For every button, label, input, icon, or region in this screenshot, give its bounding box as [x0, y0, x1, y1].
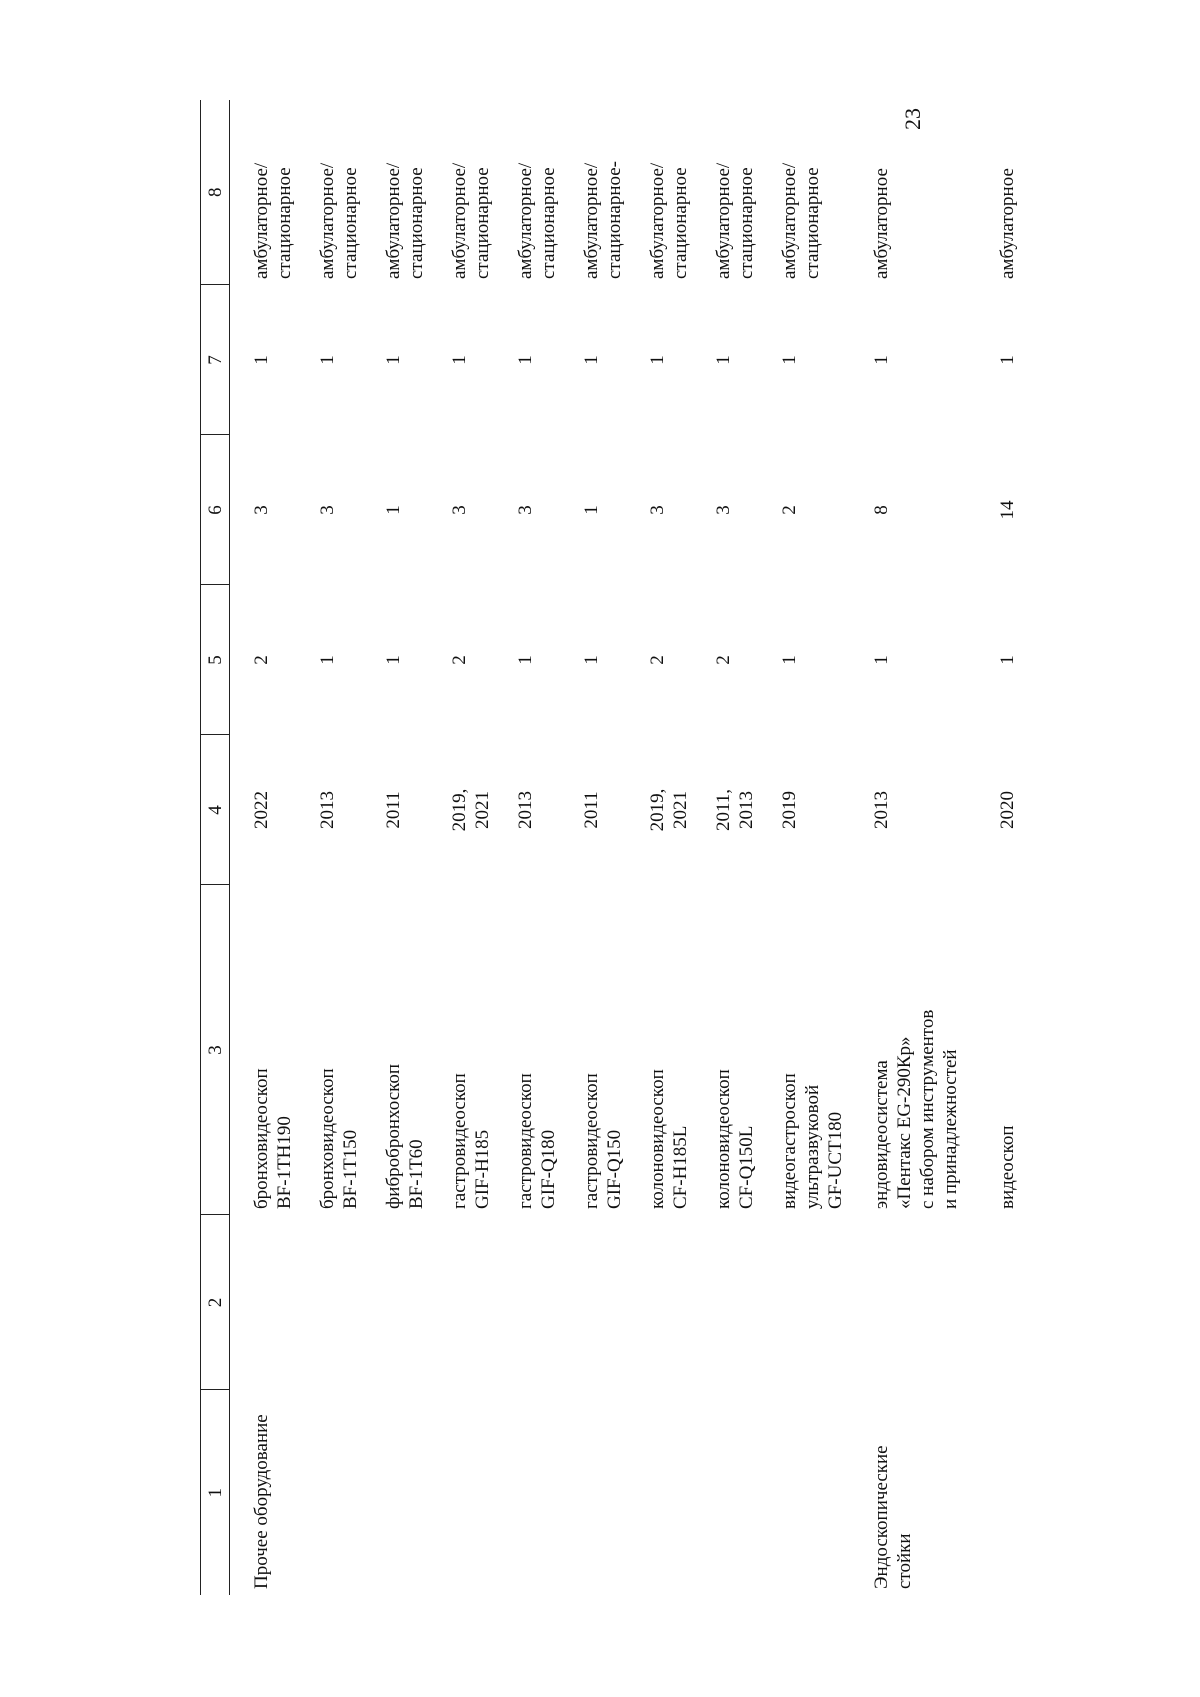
- year-cell-line: 2020: [997, 791, 1018, 829]
- usage-mode-cell-line: стационарное: [802, 167, 823, 279]
- column-5-cell: 1: [383, 655, 404, 665]
- equipment-name-cell-line: CF-H185L: [670, 1125, 691, 1209]
- column-header-2: 2: [201, 1215, 230, 1390]
- usage-mode-cell: [370, 100, 436, 285]
- equipment-name-cell-line: BF-1TH190: [274, 1116, 295, 1209]
- equipment-name-cell-line: эндовидеосистема: [871, 1060, 892, 1209]
- year-cell-line: 2011: [581, 791, 602, 829]
- column-7-cell: 1: [251, 355, 272, 365]
- category-cell: [304, 1390, 370, 1595]
- equipment-name-cell-line: GIF-H185: [472, 1129, 493, 1209]
- year-cell-line: 2021: [670, 791, 691, 829]
- category-cell: [568, 1390, 634, 1595]
- column-header-1: 1: [201, 1390, 230, 1595]
- usage-mode-cell-line: стационарное: [736, 167, 757, 279]
- column-2-cell: [230, 1215, 305, 1390]
- column-2-cell: [502, 1215, 568, 1390]
- column-2-cell: [304, 1215, 370, 1390]
- column-7-cell: 1: [515, 355, 536, 365]
- table-row: [634, 100, 700, 1595]
- usage-mode-cell-line: амбулаторное/: [713, 162, 734, 279]
- column-7-cell: 1: [317, 355, 338, 365]
- table-row: [230, 100, 305, 1595]
- equipment-name-cell-line: видеогастроскоп: [779, 1073, 800, 1209]
- column-6-cell: 14: [997, 500, 1018, 520]
- usage-mode-cell: [766, 100, 858, 285]
- usage-mode-cell-line: амбулаторное/: [779, 162, 800, 279]
- usage-mode-cell: [502, 100, 568, 285]
- column-5-cell: 1: [779, 655, 800, 665]
- usage-mode-cell-line: амбулаторное: [997, 168, 1018, 279]
- year-cell: [502, 735, 568, 885]
- column-header-3: 3: [201, 885, 230, 1215]
- category-cell: Прочее оборудование: [251, 1414, 272, 1589]
- usage-mode-cell-line: стационарное: [274, 167, 295, 279]
- column-2-cell: [634, 1215, 700, 1390]
- equipment-name-cell: [970, 885, 1049, 1215]
- column-7-cell: 1: [997, 355, 1018, 365]
- column-7-cell: 1: [871, 355, 892, 365]
- category-cell: [436, 1390, 502, 1595]
- equipment-name-cell-line: и принадлежностей: [940, 1049, 961, 1209]
- column-6-cell: 3: [515, 505, 536, 515]
- year-cell-line: 2022: [251, 791, 272, 829]
- year-cell-line: 2013: [515, 791, 536, 829]
- column-5-cell: 1: [581, 655, 602, 665]
- equipment-name-cell-line: GF-UCT180: [825, 1111, 846, 1209]
- table-row: [304, 100, 370, 1595]
- equipment-name-cell-line: бронховидеоскоп: [317, 1068, 338, 1209]
- equipment-name-cell: [700, 885, 766, 1215]
- usage-mode-cell: [230, 100, 305, 285]
- column-6-cell: 3: [317, 505, 338, 515]
- equipment-name-cell-line: гастровидеоскоп: [581, 1073, 602, 1209]
- column-2-cell: [700, 1215, 766, 1390]
- category-cell: Эндоскопические стойки: [871, 1445, 915, 1589]
- column-7-cell: 1: [647, 355, 668, 365]
- usage-mode-cell-line: амбулаторное/: [647, 162, 668, 279]
- column-5-cell: 2: [251, 655, 272, 665]
- column-5-cell: 2: [713, 655, 734, 665]
- year-cell: [634, 735, 700, 885]
- usage-mode-cell-line: стационарное: [670, 167, 691, 279]
- equipment-name-cell-line: «Пентакс EG-290Кр»: [894, 1036, 915, 1209]
- usage-mode-cell: [436, 100, 502, 285]
- column-7-cell: 1: [779, 355, 800, 365]
- equipment-name-cell: [766, 885, 858, 1215]
- column-2-cell: [436, 1215, 502, 1390]
- table-row: [970, 100, 1049, 1595]
- equipment-name-cell-line: GIF-Q180: [538, 1129, 559, 1209]
- column-5-cell: 1: [317, 655, 338, 665]
- equipment-name-cell: [370, 885, 436, 1215]
- usage-mode-cell-line: стационарное: [340, 167, 361, 279]
- equipment-name-cell: [568, 885, 634, 1215]
- column-6-cell: 8: [871, 505, 892, 515]
- equipment-name-cell-line: ультразвуковой: [802, 1084, 823, 1209]
- usage-mode-cell: [970, 100, 1049, 285]
- usage-mode-cell: [568, 100, 634, 285]
- usage-mode-cell-line: стационарное: [472, 167, 493, 279]
- column-7-cell: 1: [713, 355, 734, 365]
- usage-mode-cell: [634, 100, 700, 285]
- column-header-6: 6: [201, 435, 230, 585]
- year-cell: [370, 735, 436, 885]
- year-cell-line: 2013: [871, 791, 892, 829]
- equipment-table: [200, 100, 1049, 1595]
- column-header-7: 7: [201, 285, 230, 435]
- year-cell-line: 2013: [736, 791, 757, 829]
- year-cell-line: 2019,: [647, 788, 668, 832]
- year-cell-line: 2011: [383, 791, 404, 829]
- category-cell: [634, 1390, 700, 1595]
- column-header-8: 8: [201, 100, 230, 285]
- year-cell: [700, 735, 766, 885]
- equipment-name-cell: [858, 885, 970, 1215]
- usage-mode-cell-line: амбулаторное/: [515, 162, 536, 279]
- year-cell-line: 2019,: [449, 788, 470, 832]
- table-row: [370, 100, 436, 1595]
- column-header-4: 4: [201, 735, 230, 885]
- year-cell-line: 2021: [472, 791, 493, 829]
- equipment-name-cell-line: колоновидеоскоп: [647, 1069, 668, 1209]
- usage-mode-cell-line: стационарное: [538, 167, 559, 279]
- equipment-name-cell-line: бронховидеоскоп: [251, 1068, 272, 1209]
- equipment-name-cell-line: BF-1T150: [340, 1129, 361, 1209]
- equipment-name-cell-line: гастровидеоскоп: [449, 1073, 470, 1209]
- column-7-cell: 1: [581, 355, 602, 365]
- equipment-name-cell: [230, 885, 305, 1215]
- column-2-cell: [766, 1215, 858, 1390]
- table-row: [568, 100, 634, 1595]
- table-body: [230, 100, 1050, 1595]
- equipment-name-cell-line: CF-Q150L: [736, 1125, 757, 1209]
- year-cell: [568, 735, 634, 885]
- page-number: 23: [900, 108, 925, 130]
- table-header: [201, 100, 230, 1595]
- equipment-name-cell-line: BF-1T60: [406, 1139, 427, 1209]
- column-7-cell: 1: [449, 355, 470, 365]
- column-6-cell: 3: [449, 505, 470, 515]
- category-cell: [370, 1390, 436, 1595]
- table-row: [502, 100, 568, 1595]
- category-cell: [502, 1390, 568, 1595]
- table-row: [700, 100, 766, 1595]
- column-7-cell: 1: [383, 355, 404, 365]
- equipment-name-cell-line: фибробронхоскоп: [383, 1063, 404, 1209]
- equipment-name-cell: [436, 885, 502, 1215]
- column-6-cell: 2: [779, 505, 800, 515]
- column-5-cell: 2: [647, 655, 668, 665]
- table-row: [766, 100, 858, 1595]
- usage-mode-cell-line: амбулаторное: [871, 168, 892, 279]
- column-2-cell: [370, 1215, 436, 1390]
- table-row: [436, 100, 502, 1595]
- column-2-cell: [970, 1215, 1049, 1390]
- usage-mode-cell: [858, 100, 970, 285]
- usage-mode-cell-line: амбулаторное/: [317, 162, 338, 279]
- column-5-cell: 2: [449, 655, 470, 665]
- equipment-name-cell: [634, 885, 700, 1215]
- year-cell-line: 2013: [317, 791, 338, 829]
- table-row: [858, 100, 970, 1595]
- equipment-name-cell-line: колоновидеоскоп: [713, 1069, 734, 1209]
- equipment-name-cell-line: видеоскоп: [997, 1125, 1018, 1209]
- equipment-name-cell: [502, 885, 568, 1215]
- column-6-cell: 1: [581, 505, 602, 515]
- equipment-name-cell-line: GIF-Q150: [604, 1129, 625, 1209]
- table-container: [200, 100, 1080, 1595]
- year-cell: [858, 735, 970, 885]
- equipment-name-cell: [304, 885, 370, 1215]
- category-cell: [700, 1390, 766, 1595]
- category-cell: [970, 1390, 1049, 1595]
- column-6-cell: 1: [383, 505, 404, 515]
- equipment-name-cell-line: гастровидеоскоп: [515, 1073, 536, 1209]
- column-5-cell: 1: [871, 655, 892, 665]
- year-cell: [970, 735, 1049, 885]
- column-5-cell: 1: [997, 655, 1018, 665]
- usage-mode-cell: [700, 100, 766, 285]
- usage-mode-cell-line: амбулаторное/: [251, 162, 272, 279]
- year-cell: [766, 735, 858, 885]
- usage-mode-cell-line: стационарное-: [604, 161, 625, 279]
- column-2-cell: [858, 1215, 970, 1390]
- category-cell: [766, 1390, 858, 1595]
- usage-mode-cell: [304, 100, 370, 285]
- year-cell-line: 2011,: [713, 788, 734, 832]
- usage-mode-cell-line: амбулаторное/: [581, 162, 602, 279]
- column-2-cell: [568, 1215, 634, 1390]
- year-cell: [436, 735, 502, 885]
- column-header-5: 5: [201, 585, 230, 735]
- column-5-cell: 1: [515, 655, 536, 665]
- usage-mode-cell-line: амбулаторное/: [449, 162, 470, 279]
- year-cell-line: 2019: [779, 791, 800, 829]
- year-cell: [230, 735, 305, 885]
- column-6-cell: 3: [647, 505, 668, 515]
- column-6-cell: 3: [713, 505, 734, 515]
- equipment-name-cell-line: с набором инструментов: [917, 1009, 938, 1209]
- usage-mode-cell-line: амбулаторное/: [383, 162, 404, 279]
- column-6-cell: 3: [251, 505, 272, 515]
- usage-mode-cell-line: стационарное: [406, 167, 427, 279]
- year-cell: [304, 735, 370, 885]
